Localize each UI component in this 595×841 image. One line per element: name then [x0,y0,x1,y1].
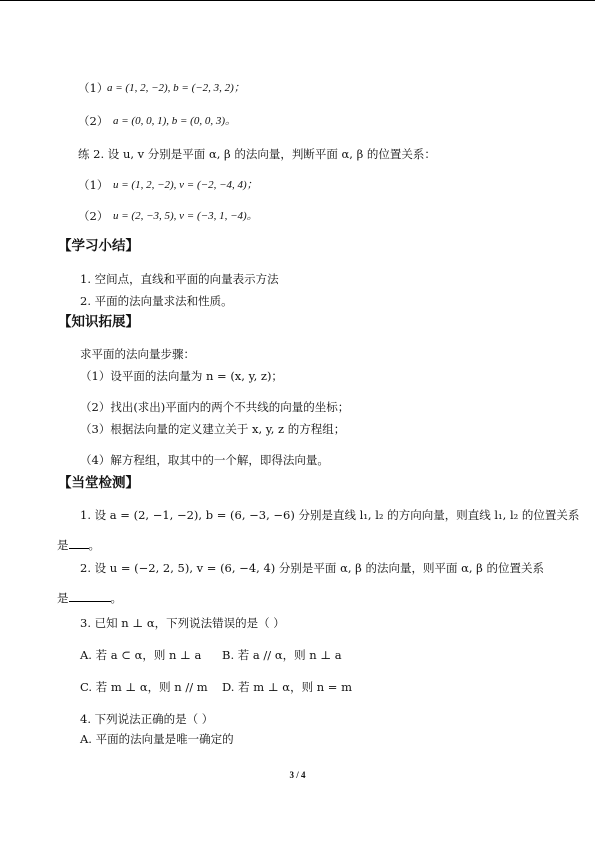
top-rule [0,0,595,1]
sum-2: 2. 平面的法向量求法和性质。 [80,294,233,308]
sum-1: 1. 空间点，直线和平面的向量表示方法 [80,272,279,286]
ext-2: （2）找出(求出)平面内的两个不共线的向量的坐标； [80,400,350,414]
q1-line2 [57,537,100,553]
ext-4: （4）解方程组，取其中的一个解，即得法向量。 [80,453,329,467]
q3-C: C. 若 m ⊥ α，则 n // m [80,680,208,694]
ex1-2-label: （2） [78,114,109,128]
ex1-1-eq: a = (1, 2, −2), b = (−2, 3, 2)； [107,82,245,94]
q1-line1: 1. 设 a = (2, −1, −2), b = (6, −3, −6) 分别是直线 l₁, l₂ 的方向向量，则直线 l₁, l₂ 的位置关系 [80,508,580,522]
q2-answer-prefix: 是 [57,591,69,605]
heading-check: 【当堂检测】 [58,475,139,491]
q4: 4. 下列说法正确的是（ ） [80,712,214,726]
q1-answer-blank[interactable] [69,537,89,549]
q2-answer-blank[interactable] [69,590,111,602]
ex2-title: 练 2. 设 u, v 分别是平面 α, β 的法向量，判断平面 α, β 的位置关系： [78,147,436,161]
heading-extension: 【知识拓展】 [58,314,139,330]
ex2-2-eq: u = (2, −3, 5), v = (−3, 1, −4)。 [113,210,258,222]
q2-line1: 2. 设 u = (−2, 2, 5), v = (6, −4, 4) 分别是平面 α, β 的法向量，则平面 α, β 的位置关系 [80,561,544,575]
ex1-1-label: （1） [78,81,109,95]
q2-answer-suffix: 。 [110,591,122,605]
ext-3: （3）根据法向量的定义建立关于 x, y, z 的方程组； [80,422,346,436]
q2-line2 [57,590,122,606]
q1-answer-suffix: 。 [88,538,100,552]
q3: 3. 已知 n ⊥ α，下列说法错误的是（ ） [80,616,285,630]
ex2-1-label: （1） [78,178,109,192]
ex1-2-eq: a = (0, 0, 1), b = (0, 0, 3)。 [113,115,236,127]
ext-intro: 求平面的法向量步骤： [80,347,195,361]
page-number: 3 / 4 [289,770,306,780]
ex2-2-label: （2） [78,209,109,223]
q3-D: D. 若 m ⊥ α，则 n = m [222,680,352,694]
q4-A: A. 平面的法向量是唯一确定的 [80,732,234,746]
ex2-1-eq: u = (1, 2, −2), v = (−2, −4, 4)； [113,179,258,191]
q3-B: B. 若 a // α，则 n ⊥ a [222,648,342,662]
ext-1: （1）设平面的法向量为 n = (x, y, z)； [80,369,283,383]
q3-A: A. 若 a ⊂ α，则 n ⊥ a [80,648,202,662]
q1-answer-prefix: 是 [57,538,69,552]
heading-summary: 【学习小结】 [58,238,139,254]
